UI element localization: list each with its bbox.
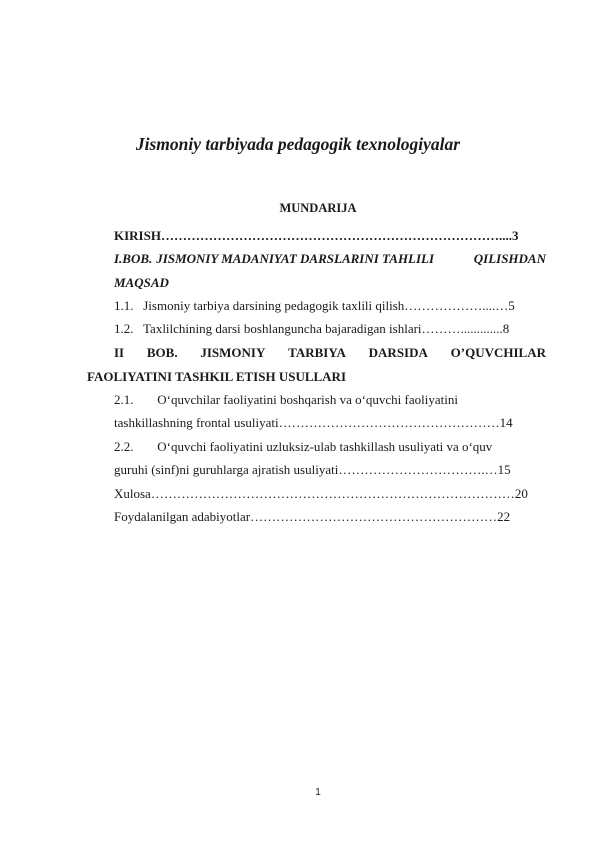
toc-entry-number: 2.2. (114, 439, 134, 454)
toc-entry-2-1-cont: tashkillashning frontal usuliyati……………………………………………14 (114, 415, 513, 430)
bob2-word: BOB. (146, 345, 178, 360)
toc-entry-2-2 (114, 439, 554, 455)
toc-entry-adabiyotlar: Foydalanilgan adabiyotlar…………………………………………………22 (114, 509, 511, 524)
toc-entry-text: O‘quvchilar faoliyatini boshqarish va o‘quvchi faoliyatini (157, 392, 458, 407)
toc-heading: MUNDARIJA (279, 201, 357, 215)
bob2-word: O’QUVCHILAR (450, 345, 546, 360)
bob1-part-label: I.BOB. (114, 251, 153, 266)
bob2-word: JISMONIY (200, 345, 266, 360)
toc-entry-xulosa: Xulosa…………………………………………………………………………20 (114, 486, 528, 501)
bob2-word: DARSIDA (368, 345, 428, 360)
toc-entry-text: Jismoniy tarbiya darsining pedagogik taxlili qilish………………....…5 (143, 298, 515, 313)
toc-entry-bob1-cont: MAQSAD (114, 275, 169, 290)
toc-entry-bob2-cont: FAOLIYATINI TASHKIL ETISH USULLARI (87, 369, 347, 384)
bob1-part-title: JISMONIY MADANIYAT DARSLARINI TAHLILI (156, 251, 435, 266)
toc-entry-text: O‘quvchi faoliyatini uzluksiz-ulab tashkillash usuliyati va o‘quv (157, 439, 493, 454)
bob2-word: II (114, 345, 125, 360)
toc-entry-bob2 (114, 345, 546, 361)
document-title: Jismoniy tarbiyada pedagogik texnologiyalar (135, 134, 461, 154)
bob2-word: TARBIYA (288, 345, 346, 360)
toc-entry-number: 1.1. (114, 298, 134, 313)
toc-entry-bob1 (114, 251, 546, 267)
toc-entry-1-2 (114, 321, 554, 337)
bob1-part-end: QILISHDAN (473, 251, 546, 266)
toc-entry-2-1 (114, 392, 554, 408)
toc-entry-1-1 (114, 298, 554, 314)
toc-entry-text: Taxlilchining darsi boshlanguncha bajaradigan ishlari……….............8 (143, 321, 510, 336)
page-number: 1 (315, 787, 321, 798)
toc-entry-kirish: KIRISH……………………………………………………………………....3 (114, 228, 519, 243)
toc-entry-number: 2.1. (114, 392, 134, 407)
toc-entry-number: 1.2. (114, 321, 134, 336)
toc-entry-2-2-cont: guruhi (sinf)ni guruhlarga ajratish usuliyati…………………………….…15 (114, 462, 511, 477)
